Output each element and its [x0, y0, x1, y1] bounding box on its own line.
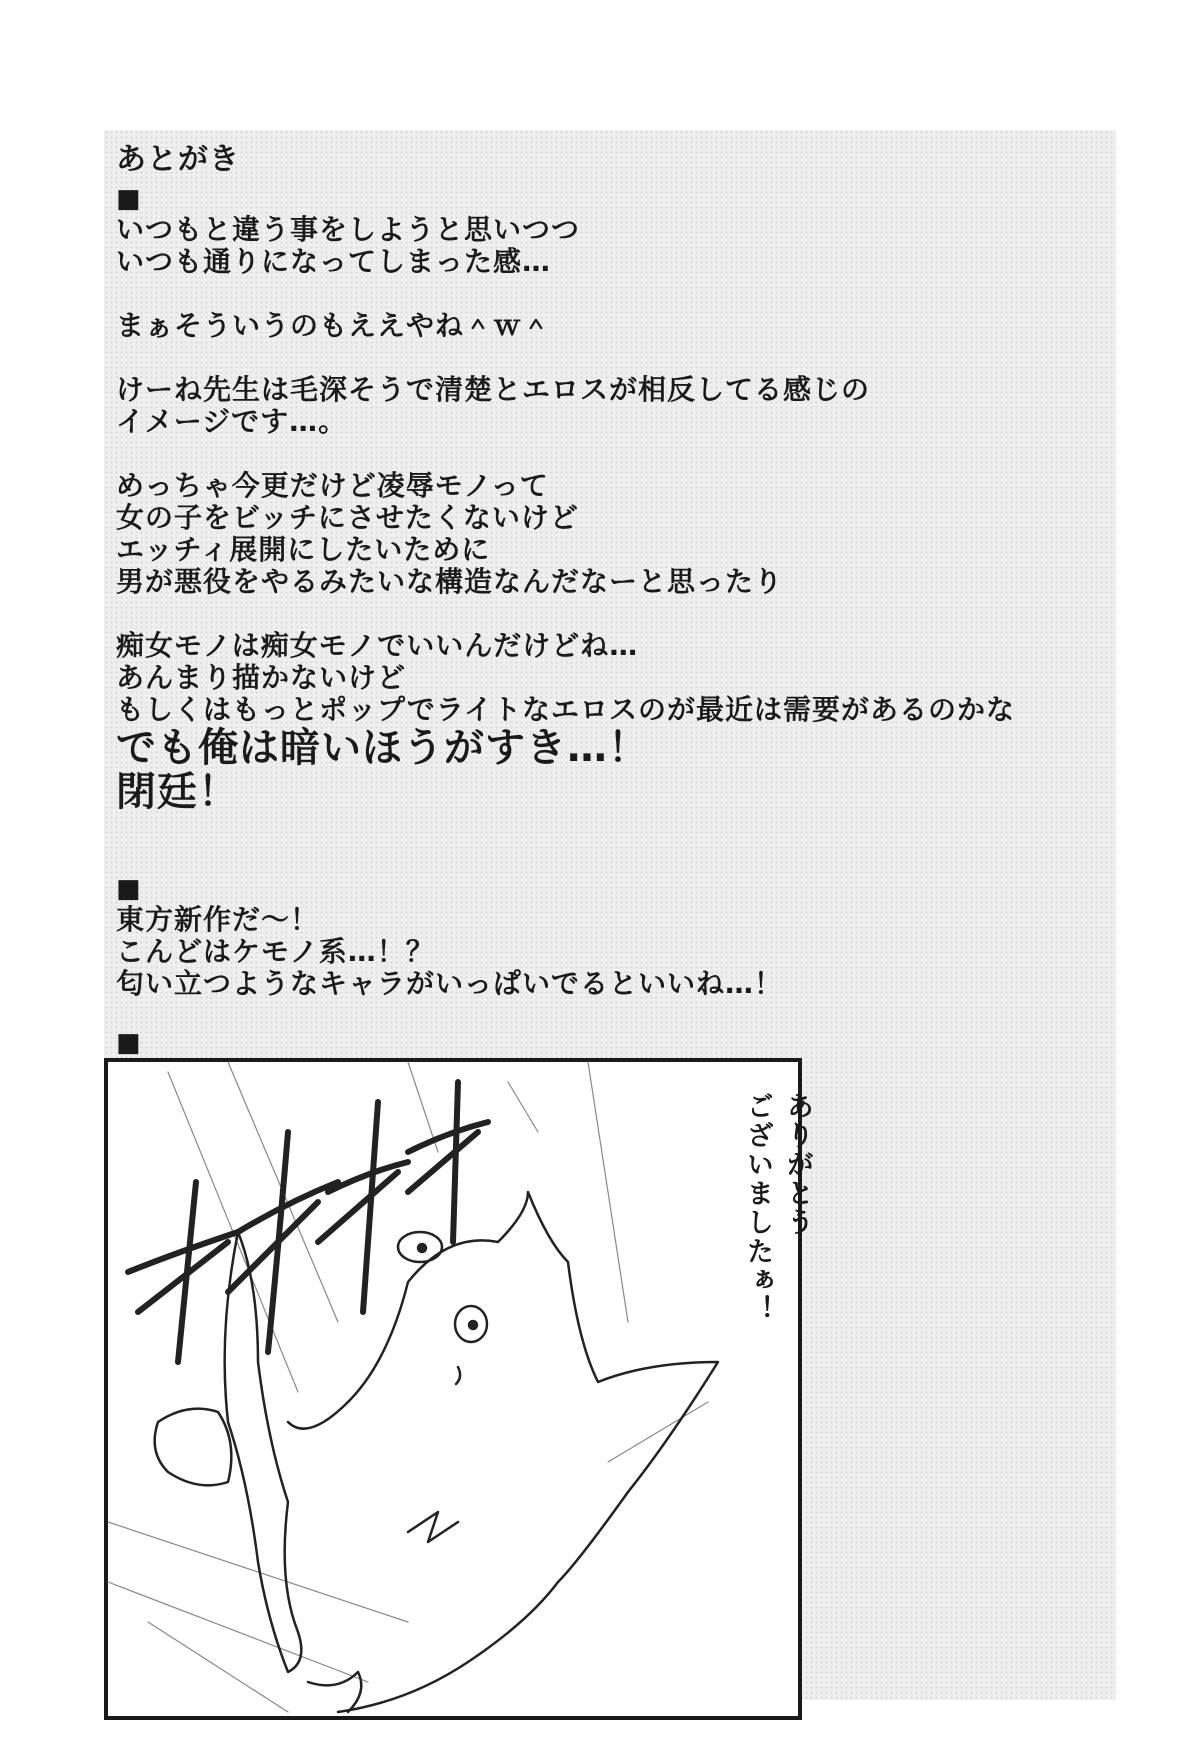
- character-pupil-left: [418, 1244, 426, 1252]
- afterword-text: [116, 140, 1076, 1122]
- character-pupil-right: [469, 1321, 477, 1329]
- section-marker: ■: [116, 874, 142, 904]
- text-line: もしくはもっとポップでライトなエロスのが最近は需要があるのかな: [116, 693, 1016, 726]
- text-line: めっちゃ今更だけど凌辱モノって: [116, 469, 549, 502]
- character-arm: [225, 1232, 302, 1672]
- comic-panel: [104, 1058, 813, 1720]
- speech-text: [742, 1092, 812, 1324]
- section-marker: ■: [116, 1028, 142, 1058]
- comic-illustration: [108, 1062, 798, 1716]
- speed-line: [588, 1062, 628, 1322]
- speech-column: ありがとう: [782, 1092, 813, 1237]
- section-gap: [116, 814, 1076, 874]
- text-line: 男が悪役をやるみたいな構造なんだなーと思ったり: [116, 565, 784, 598]
- character-outline: [288, 1192, 718, 1712]
- section-marker: ■: [116, 184, 142, 214]
- blank-line: [116, 438, 1076, 470]
- text-line: 匂い立つようなキャラがいっぱいでるといいね…！: [116, 967, 784, 1000]
- text-line: あんまり描かないけど: [116, 661, 407, 694]
- speech-column: ございましたぁ！: [742, 1092, 773, 1324]
- text-line: まぁそういうのもええやね＾ｗ＾: [116, 309, 552, 342]
- speed-line: [508, 1082, 538, 1132]
- character-hand: [155, 1409, 232, 1486]
- character-tuft: [408, 1512, 458, 1542]
- onomatopoeia-sound-effect: [128, 1082, 488, 1362]
- text-line: エッチィ展開にしたいために: [116, 533, 491, 566]
- speed-line: [148, 1622, 288, 1712]
- text-line: いつもと違う事をしようと思いつつ: [116, 213, 581, 246]
- blank-line: [116, 278, 1076, 310]
- blank-line: [116, 342, 1076, 374]
- text-line: けーね先生は毛深そうで清楚とエロスが相反してる感じの: [116, 373, 871, 406]
- blank-line: [116, 598, 1076, 630]
- text-line: 女の子をビッチにさせたくないけど: [116, 501, 579, 534]
- afterword-title: あとがき: [116, 142, 240, 177]
- text-line: こんどはケモノ系…！？: [116, 935, 435, 968]
- emphasis-line: でも俺は暗いほうがすき…！: [116, 725, 649, 771]
- section-gap: [116, 1000, 1076, 1028]
- speed-line: [108, 1522, 408, 1622]
- speed-line: [108, 1582, 368, 1682]
- emphasis-line: 閉廷！: [116, 769, 239, 815]
- character-foot: [308, 1672, 361, 1712]
- text-line: 東方新作だ～！: [116, 903, 320, 936]
- text-line: 痴女モノは痴女モノでいいんだけどね…: [116, 629, 639, 662]
- text-line: いつも通りになってしまった感…: [116, 245, 552, 278]
- text-line: イメージです…。: [116, 405, 348, 438]
- character-sweat-drop: [456, 1367, 460, 1384]
